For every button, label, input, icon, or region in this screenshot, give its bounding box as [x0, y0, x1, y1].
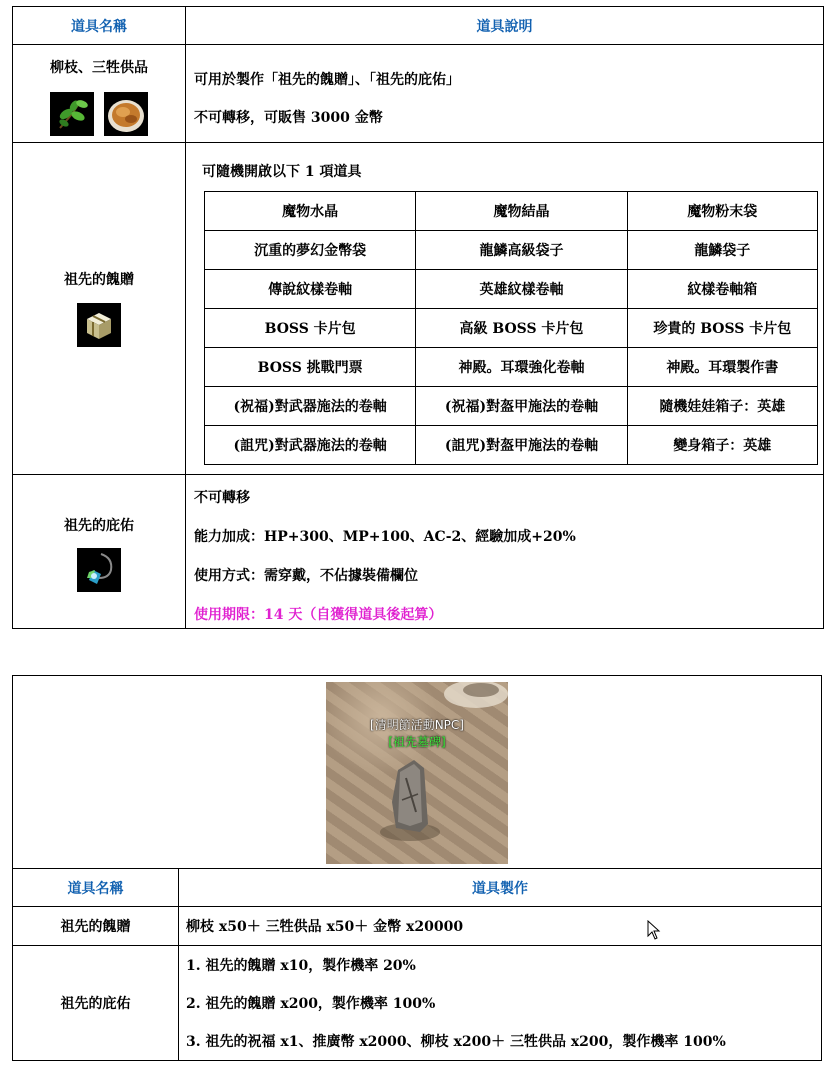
grid-item: (祝福)對武器施法的卷軸	[205, 387, 416, 426]
grid-item: 神殿。耳環製作書	[627, 348, 817, 387]
craft-recipe-cell	[179, 946, 822, 1061]
npc-screenshot	[326, 682, 508, 864]
gift-box-icon	[77, 303, 121, 347]
grid-item: BOSS 卡片包	[205, 309, 416, 348]
grid-item: 沉重的夢幻金幣袋	[205, 231, 416, 270]
grid-item: 魔物結晶	[416, 192, 627, 231]
grid-item: (詛咒)對武器施法的卷軸	[205, 426, 416, 465]
grid-item: 變身箱子：英雄	[627, 426, 817, 465]
grid-item: 龍鱗高級袋子	[416, 231, 627, 270]
offerings-icon	[104, 92, 148, 136]
npc-title-label: [清明節活動NPC]	[370, 717, 464, 732]
grid-item: 紋樣卷軸箱	[627, 270, 817, 309]
description-line: 可用於製作「祖先的餽贈」、「祖先的庇佑」	[194, 71, 460, 88]
header-item-name: 道具名稱	[13, 7, 186, 45]
willow-branch-icon	[50, 92, 94, 136]
craft-recipe-line: 柳枝 x50＋ 三牲供品 x50＋ 金幣 x20000	[179, 907, 822, 946]
header-item-name: 道具名稱	[13, 869, 179, 907]
craft-item-name: 祖先的庇佑	[13, 946, 179, 1061]
item-crafting-table	[12, 675, 822, 1061]
item-description-cell	[186, 475, 824, 629]
mouse-cursor-icon	[647, 920, 661, 940]
grid-item: 隨機娃娃箱子：英雄	[627, 387, 817, 426]
item-description-table	[12, 6, 824, 629]
item-name-cell	[13, 475, 186, 629]
header-item-description: 道具說明	[186, 7, 824, 45]
npc-image-cell	[13, 676, 822, 869]
description-line: 使用方式：需穿戴，不佔據裝備欄位	[194, 568, 418, 584]
grid-item: (祝福)對盔甲施法的卷軸	[416, 387, 627, 426]
grid-item: 英雄紋樣卷軸	[416, 270, 627, 309]
description-line: 不可轉移，可販售 3000 金幣	[194, 109, 383, 126]
item-name-cell	[13, 45, 186, 143]
grid-item: 龍鱗袋子	[627, 231, 817, 270]
grid-item: 神殿。耳環強化卷軸	[416, 348, 627, 387]
item-description-cell	[186, 45, 824, 143]
description-line: 能力加成：HP+300、MP+100、AC-2、經驗加成+20%	[194, 529, 576, 545]
header-item-crafting: 道具製作	[179, 869, 822, 907]
amulet-icon	[77, 548, 121, 592]
item-description-cell	[186, 143, 824, 475]
grid-item: BOSS 挑戰門票	[205, 348, 416, 387]
craft-recipe-line: 1. 祖先的餽贈 x10，製作機率 20%	[186, 958, 416, 974]
item-name: 祖先的餽贈	[64, 272, 134, 288]
grid-item: 珍貴的 BOSS 卡片包	[627, 309, 817, 348]
item-name-cell	[13, 143, 186, 475]
grid-item: (詛咒)對盔甲施法的卷軸	[416, 426, 627, 465]
craft-recipe-line: 2. 祖先的餽贈 x200，製作機率 100%	[186, 996, 436, 1012]
grid-item: 傳說紋樣卷軸	[205, 270, 416, 309]
craft-recipe-line: 3. 祖先的祝福 x1、推廣幣 x2000、柳枝 x200＋ 三牲供品 x200，製作機率 100%	[186, 1034, 726, 1050]
grid-item: 高級 BOSS 卡片包	[416, 309, 627, 348]
item-name: 柳枝、三牲供品	[50, 60, 148, 76]
item-name: 祖先的庇佑	[64, 518, 134, 534]
random-items-grid	[204, 191, 818, 465]
npc-name-label[interactable]: [祖先墓碑]	[388, 734, 446, 749]
grid-item: 魔物粉末袋	[627, 192, 817, 231]
craft-item-name: 祖先的餽贈	[13, 907, 179, 946]
usage-period-line: 使用期限：14 天（自獲得道具後起算）	[194, 607, 443, 623]
random-open-intro: 可隨機開啟以下 1 項道具	[202, 164, 362, 180]
description-line: 不可轉移	[194, 490, 250, 506]
grid-item: 魔物水晶	[205, 192, 416, 231]
